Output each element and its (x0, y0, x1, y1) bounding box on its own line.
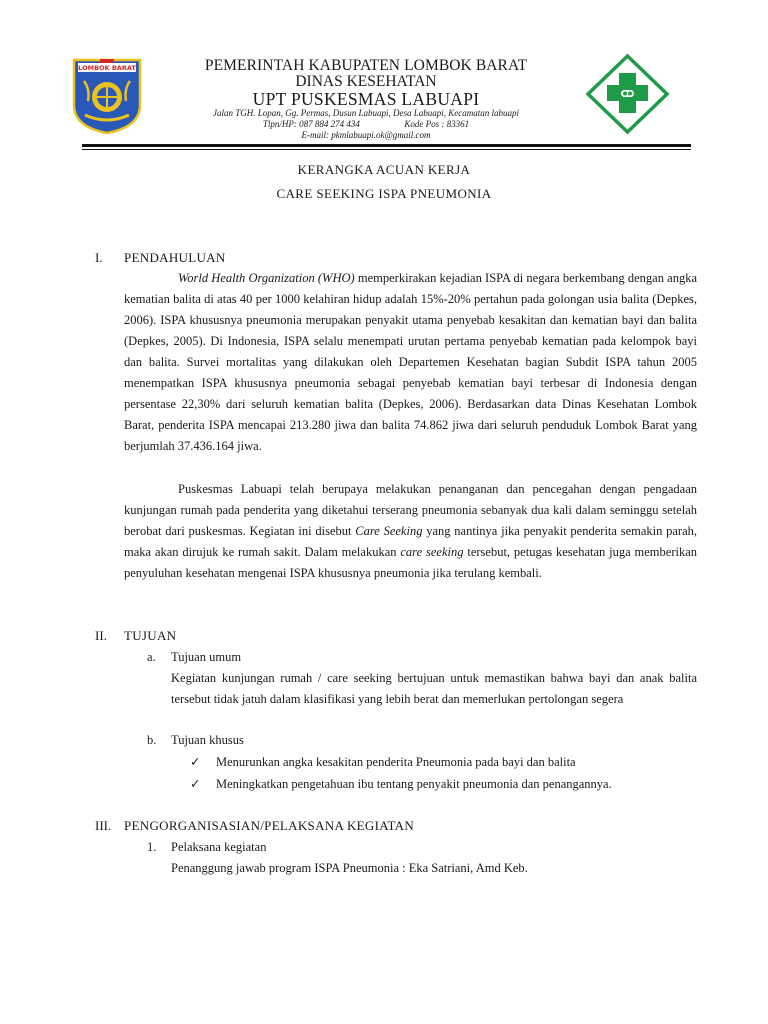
list-item (190, 754, 576, 770)
person-in-charge-text: Penanggung jawab program ISPA Pneumonia : Eka Satriani, Amd Keb. (171, 861, 528, 875)
subsection-title: Tujuan khusus (171, 733, 244, 747)
letterhead-postal-code: Kode Pos : 83361 (404, 119, 470, 129)
section-title: PENGORGANISASIAN/PELAKSANA KEGIATAN (124, 818, 415, 833)
letterhead-contact (150, 119, 582, 129)
objective-general-text: Kegiatan kunjungan rumah / care seeking bertujuan untuk memastikan bahwa bayi dan anak balita tersebut tidak jatuh dalam klasifikasi yang lebih berat dan memerlukan pertolongan segera (171, 671, 697, 706)
letterhead-department: DINAS KESEHATAN (295, 73, 437, 90)
section-title: TUJUAN (124, 628, 177, 643)
section-number: III. (95, 818, 112, 833)
letterhead-phone: Tlpn/HP: 087 884 274 434 (262, 119, 360, 129)
paragraph-text: memperkirakan kejadian ISPA di negara berkembang dengan angka kematian balita di atas 40 per 1000 kelahiran hidup adalah 15%-20% pertahun pada golongan usia balita (Depkes, 2006). ISPA khususnya pneumonia merupakan penyakit utama penyebab kesakitan dan kematian bayi dan balita (Depkes, 2005). Di Indonesia, ISPA selalu menempati urutan pertama penyebab kematian pada kelompok bayi dan balita. Survei mortalitas yang dilakukan oleh Departemen Kesehatan bagian Subdit ISPA tahun 2005 menempatkan ISPA khususnya pneumonia sebagai penyebab kematian bayi terbesar di Indonesia dengan persentase 22,30% dari seluruh kematian balita (Depkes, 2006). Berdasarkan data Dinas Kesehatan Lombok Barat, penderita ISPA mencapai 213.280 jiwa dan balita 74.862 jiwa dari seluruh penduduk Lombok Barat yang berjumlah 37.436.164 jiwa. (124, 271, 697, 453)
subsection-title: Pelaksana kegiatan (171, 840, 267, 854)
paragraph-text: Puskesmas Labuapi telah berupaya melakukan penanganan dan pencegahan dengan pengadaan kunjungan rumah pada penderita yang diketahui terserang pneumonia sebanyak dua kali dalam seminggu setelah berobat dari puskesmas. Kegiatan ini disebut (124, 482, 697, 538)
svg-text:LOMBOK BARAT: LOMBOK BARAT (78, 64, 136, 73)
list-label: a. (147, 650, 156, 664)
letterhead-divider-thin (82, 149, 691, 150)
list-item (190, 776, 612, 792)
list-label: b. (147, 733, 157, 747)
letterhead-email: E-mail: pkmlabuapi.ok@gmail.com (301, 130, 431, 140)
checkmark-icon: ✓ (190, 754, 201, 769)
letterhead-address: Jalan TGH. Lopan, Gg. Permas, Dusun Labuapi, Desa Labuapi, Kecamatan labuapi (212, 108, 519, 118)
list-item-text: Meningkatkan pengetahuan ibu tentang penyakit pneumonia dan penangannya. (216, 777, 612, 791)
care-seeking-italic: care seeking (400, 545, 464, 559)
list-item-text: Menurunkan angka kesakitan penderita Pneumonia pada bayi dan balita (216, 755, 576, 769)
section-number: I. (95, 250, 103, 265)
paragraph-care-seeking (124, 479, 697, 584)
letterhead-institution: UPT PUSKESMAS LABUAPI (252, 89, 480, 109)
document-subtitle: CARE SEEKING ISPA PNEUMONIA (276, 186, 492, 201)
lombok-barat-emblem (70, 57, 144, 135)
letterhead-government: PEMERINTAH KABUPATEN LOMBOK BARAT (204, 57, 528, 74)
section-title: PENDAHULUAN (124, 250, 226, 265)
letterhead-divider-thick (82, 144, 691, 147)
paragraph-text: yang nantinya jika penyakit penderita semakin parah, maka akan dirujuk ke rumah sakit. Dalam melakukan (124, 524, 698, 559)
subsection-title: Tujuan umum (171, 650, 242, 664)
paragraph-text: tersebut, petugas kesehatan juga memberikan penyuluhan kesehatan mengenai ISPA khususnya pneumonia jika terulang kembali. (124, 545, 697, 580)
list-label: 1. (147, 840, 157, 854)
puskesmas-logo (585, 53, 670, 135)
checkmark-icon: ✓ (190, 776, 201, 791)
document-title: KERANGKA ACUAN KERJA (297, 162, 471, 177)
who-italic: World Health Organization (WHO) (178, 271, 355, 285)
care-seeking-italic: Care Seeking (355, 524, 423, 538)
paragraph-introduction (124, 268, 697, 457)
section-number: II. (95, 628, 107, 643)
